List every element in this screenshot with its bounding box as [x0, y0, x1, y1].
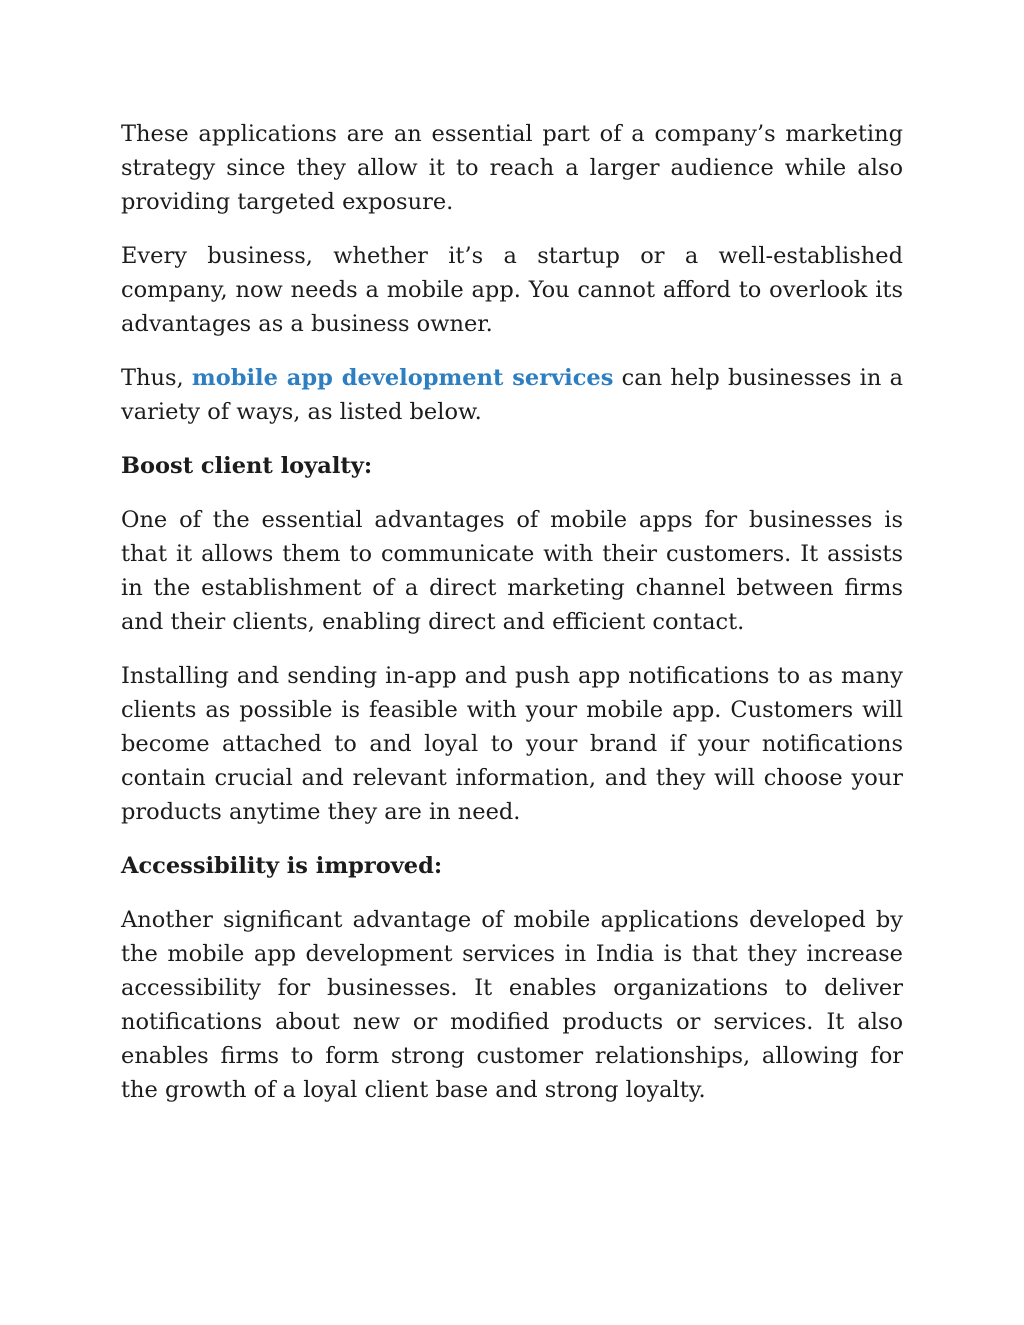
mobile-app-development-services-link[interactable]: mobile app development services [191, 365, 614, 391]
paragraph-communicate: One of the essential advantages of mobile apps for businesses is that it allows them to communicate with their customers. It assists in the establishment of a direct marketing channel between firms and their clients, enabling direct and efficient contact. [121, 507, 903, 635]
thus-text: Thus, [121, 365, 192, 391]
thus-continuation-text: can help businesses in a variety of ways, as listed below. [121, 365, 903, 425]
paragraph-every-business: Every business, whether it’s a startup or a well-established company, now needs a mobile app. You cannot afford to overlook its advantages as a business owner. [121, 243, 903, 337]
paragraph-accessibility: Another significant advantage of mobile applications developed by the mobile app development services in India is that they increase accessibility for businesses. It enables organizations to deliver notifications about new or modified products or services. It also enables firms to form strong customer relationships, allowing for the growth of a loyal client base and strong loyalty. [121, 907, 903, 1103]
document-page [121, 117, 903, 1127]
paragraph-thus [121, 361, 903, 429]
heading-accessibility: Accessibility is improved: [121, 853, 443, 879]
paragraph-notifications: Installing and sending in-app and push app notifications to as many clients as possible is feasible with your mobile app. Customers will become attached to and loyal to your brand if your notifications contain crucial and relevant information, and they will choose your products anytime they are in need. [121, 663, 903, 825]
paragraph-intro: These applications are an essential part of a company’s marketing strategy since they allow it to reach a larger audience while also providing targeted exposure. [121, 121, 903, 215]
heading-boost-client-loyalty: Boost client loyalty: [121, 453, 373, 479]
